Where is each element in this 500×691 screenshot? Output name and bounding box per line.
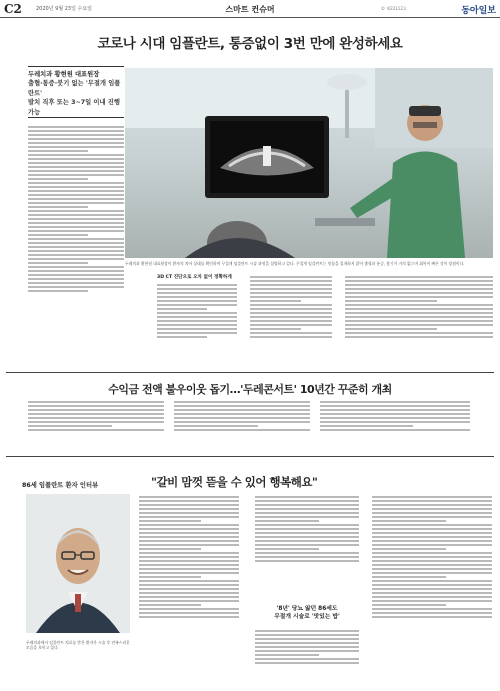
summary-line-method: 출혈·통증·붓기 없는 '무절개 임플란트' (28, 80, 121, 97)
article-body-column (28, 124, 124, 378)
section-title: 스마트 컨슈머 (225, 5, 275, 14)
article-body-column (255, 494, 359, 598)
section-divider (6, 372, 494, 373)
article-body-column (320, 399, 470, 449)
article-headline: 수익금 전액 불우이웃 돕기…'두레콘서트' 10년간 꾸준히 개최 (108, 383, 392, 396)
publisher-note: © 제22112호 (381, 6, 407, 11)
article-body-column (250, 274, 332, 370)
subhead-line: 무절개 시술로 '맛있는 밥' (274, 614, 340, 620)
portrait-caption: 두레치과에서 임플란트 치료를 받은 환자가 시술 후 만족스러운 모습을 보이고 있다. (26, 640, 130, 650)
article-headline: 코로나 시대 임플란트, 통증없이 3번 만에 완성하세요 (97, 36, 403, 52)
article-body-column (139, 494, 239, 682)
article-body-column (372, 494, 492, 682)
patient-portrait (26, 494, 130, 633)
section-divider (6, 456, 494, 457)
summary-line-timing: 발치 직후 또는 3~7일 이내 진행 가능 (28, 99, 120, 116)
date-line: 2020년 9월 23일 수요일 (36, 6, 93, 12)
article-body-column (345, 274, 493, 370)
series-label: 86세 임플란트 환자 인터뷰 (22, 482, 99, 489)
newspaper-name: 동아일보 (461, 6, 496, 16)
article-subhead: 3D CT 진단으로 오차 없이 정확하게 (157, 275, 232, 280)
summary-line-doctor: 두레치과 황현원 대표원장 (28, 71, 100, 78)
article-photo (125, 68, 493, 258)
article-body-column (255, 628, 359, 682)
subhead-line: '8년' 당뇨 앓던 86세도 (276, 606, 338, 612)
dental-clinic-illustration (125, 68, 493, 258)
page-header (0, 0, 500, 18)
article-summary-box (28, 66, 124, 118)
page-number: C2 (4, 2, 22, 16)
photo-caption: 두레치과 황현원 대표원장이 환자의 치아 상태를 확인하며 무절개 임플란트 시술 과정을 설명하고 있다. 무절개 임플란트는 잇몸을 절개하지 않아 출혈과 통증, 붓기가 거의 없으며 회복이 빠른 것이 장점이다. (125, 261, 465, 266)
patient-portrait-illustration (26, 494, 130, 633)
article-body-column (157, 282, 237, 370)
article-subhead (257, 605, 357, 621)
article-body-column (174, 399, 310, 449)
article-body-column (28, 399, 164, 449)
article-headline: "갈비 맘껏 뜯을 수 있어 행복해요" (151, 475, 318, 489)
